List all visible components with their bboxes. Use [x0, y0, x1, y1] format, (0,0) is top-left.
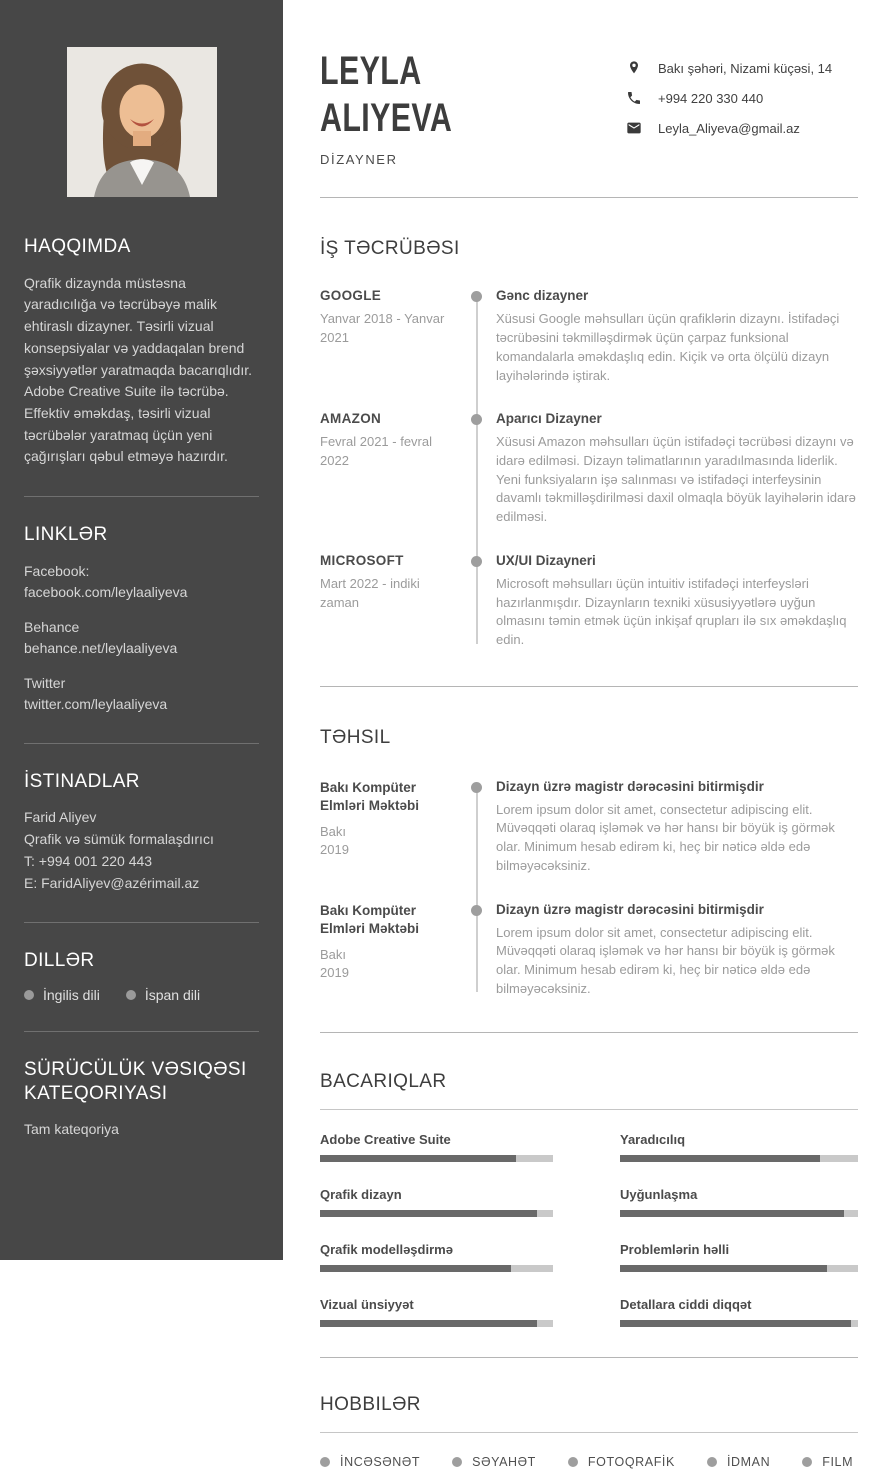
skill-bar-fill — [620, 1265, 827, 1272]
skill-label: Qrafik dizayn — [320, 1187, 402, 1203]
experience-title: İŞ TƏCRÜBƏSI — [320, 238, 460, 260]
experience-entry-microsoft — [320, 553, 858, 650]
skill-bar-track — [320, 1320, 553, 1327]
skill-label: Detallara ciddi diqqət — [620, 1297, 752, 1313]
skill-item — [320, 1242, 553, 1272]
job-title: DİZAYNER — [320, 152, 398, 168]
sidebar-divider — [24, 496, 259, 497]
about-title: HAQQIMDA — [24, 236, 131, 257]
link-label: Behance — [24, 618, 80, 635]
skill-item — [320, 1187, 553, 1217]
driving-license-section — [24, 1058, 259, 1141]
section-divider — [320, 197, 858, 198]
skill-label: Yaradıcılıq — [620, 1132, 686, 1148]
hobby-item — [802, 1455, 853, 1469]
job-role: Gənc dizayner — [496, 288, 589, 304]
contact-phone-text: +994 220 330 440 — [658, 90, 764, 106]
skill-item — [320, 1132, 553, 1162]
bullet-dot-icon — [802, 1457, 812, 1467]
languages-title: DILLƏR — [24, 950, 95, 972]
main-content — [283, 0, 894, 1469]
timeline-dot-icon — [471, 905, 482, 916]
skill-label: Adobe Creative Suite — [320, 1132, 451, 1148]
bullet-dot-icon — [707, 1457, 717, 1467]
company-name: GOOGLE — [320, 288, 382, 304]
bullet-dot-icon — [452, 1457, 462, 1467]
contact-email — [626, 120, 858, 136]
language-label: İngilis dili — [43, 986, 100, 1003]
section-divider — [320, 1357, 858, 1358]
facebook-link[interactable]: facebook.com/leylaaliyeva — [24, 583, 188, 600]
email-icon — [626, 120, 642, 136]
skill-item — [620, 1187, 858, 1217]
skill-bar-track — [320, 1210, 553, 1217]
driving-license-title: SÜRÜCÜLÜK VƏSIQƏSI KATEQORIYASI — [24, 1058, 247, 1104]
entry-left — [320, 779, 458, 876]
hobby-item — [452, 1455, 536, 1469]
degree-description: Lorem ipsum dolor sit amet, consectetur adipiscing elit. Müvəqqəti olaraq işləmək və hər hansı bir böyük iş görmək olar. Minimum hesab edirəm ki, heç bir nəticə əldə edə bilməyəcəksiniz. — [496, 801, 835, 873]
skill-bar-track — [620, 1265, 858, 1272]
company-name: MICROSOFT — [320, 552, 404, 568]
experience-entry-google — [320, 288, 858, 385]
entry-left — [320, 553, 458, 650]
entry-left — [320, 411, 458, 527]
school-name: Bakı Kompüter Elmləri Məktəbi — [320, 779, 420, 813]
link-label: Facebook: — [24, 562, 90, 579]
hobbies-title: HOBBILƏR — [320, 1394, 421, 1416]
entry-right — [496, 902, 858, 999]
hobbies-section — [320, 1394, 858, 1469]
skill-bar-fill — [620, 1210, 844, 1217]
entry-right — [496, 779, 858, 876]
contact-address-text: Bakı şəhəri, Nizami küçəsi, 14 — [658, 60, 833, 76]
skill-label: Vizual ünsiyyət — [320, 1297, 414, 1313]
skill-label: Uyğunlaşma — [620, 1187, 698, 1203]
entry-left — [320, 288, 458, 385]
links-section — [24, 523, 259, 715]
degree-title: Dizayn üzrə magistr dərəcəsini bitirmişdir — [496, 778, 764, 794]
skill-label: Problemlərin həlli — [620, 1242, 730, 1258]
skill-bar-fill — [320, 1320, 537, 1327]
skill-item — [320, 1297, 553, 1327]
about-text: Qrafik dizaynda müstəsna yaradıcılığa və təcrübəyə malik ehtiraslı dizayner. Təsirli vizual konsepsiyalar və yaddaqalan brend şəxsiyyətlər yaratmaqda bacarıqlıdır. Adobe Creative Suite ilə təcrübə. Effektiv əməkdaş, təsirli vizual təcrübələr yaratmaq üçün yeni çağırışları qəbul etməyə hazırdır. — [24, 274, 252, 465]
header — [320, 48, 858, 167]
skill-item — [620, 1132, 858, 1162]
timeline-dot-icon — [471, 556, 482, 567]
graduation-year: 2019 — [320, 965, 349, 981]
school-city: Bakı — [320, 824, 347, 840]
first-name: LEYLA — [320, 49, 422, 93]
twitter-link[interactable]: twitter.com/leylaaliyeva — [24, 695, 168, 712]
reference-name: Farid Aliyev — [24, 809, 97, 826]
sidebar-divider — [24, 743, 259, 744]
education-entry — [320, 779, 858, 876]
experience-entry-amazon — [320, 411, 858, 527]
entry-right — [496, 553, 858, 650]
skill-bar-fill — [320, 1155, 516, 1162]
school-name: Bakı Kompüter Elmləri Məktəbi — [320, 902, 420, 936]
location-pin-icon — [626, 60, 642, 76]
hobby-label: SƏYAHƏT — [472, 1455, 536, 1469]
phone-icon — [626, 90, 642, 106]
hobby-label: İDMAN — [726, 1455, 771, 1469]
employment-period: Fevral 2021 - fevral 2022 — [320, 434, 432, 469]
education-entry — [320, 902, 858, 999]
reference-role: Qrafik və sümük formalaşdırıcı — [24, 831, 214, 848]
degree-title: Dizayn üzrə magistr dərəcəsini bitirmişdir — [496, 901, 764, 917]
name-block — [320, 48, 494, 167]
section-divider — [320, 1032, 858, 1033]
hobby-item — [320, 1455, 420, 1469]
language-item — [126, 987, 200, 1003]
skill-bar-track — [620, 1210, 858, 1217]
education-title: TƏHSIL — [320, 726, 391, 748]
language-item — [24, 987, 100, 1003]
hobbies-list — [320, 1455, 858, 1469]
bullet-dot-icon — [568, 1457, 578, 1467]
skill-bar-track — [620, 1320, 858, 1327]
bullet-dot-icon — [126, 990, 136, 1000]
skill-bar-fill — [620, 1155, 820, 1162]
language-label: İspan dili — [144, 986, 201, 1003]
section-divider — [320, 686, 858, 687]
skill-bar-fill — [620, 1320, 851, 1327]
employment-period: Mart 2022 - indiki zaman — [320, 575, 420, 610]
contact-address — [626, 60, 858, 76]
profile-photo — [67, 47, 217, 197]
skill-bar-fill — [320, 1210, 537, 1217]
school-city: Bakı — [320, 947, 347, 963]
job-role: Aparıcı Dizayner — [496, 411, 602, 427]
skills-grid — [320, 1132, 858, 1327]
contacts-block — [626, 60, 858, 150]
reference-phone: T: +994 001 220 443 — [24, 852, 153, 869]
entry-right — [496, 411, 858, 527]
references-section — [24, 770, 259, 895]
hobby-item — [707, 1455, 770, 1469]
job-role: UX/UI Dizayneri — [496, 552, 596, 568]
skill-bar-fill — [320, 1265, 511, 1272]
contact-phone — [626, 90, 858, 106]
hobby-label: FOTOQRAFİK — [587, 1455, 675, 1469]
references-title: İSTINADLAR — [24, 770, 140, 792]
hobby-label: FILM — [822, 1455, 854, 1469]
experience-timeline — [320, 288, 858, 649]
skill-item — [620, 1297, 858, 1327]
sidebar-divider — [24, 922, 259, 923]
behance-link[interactable]: behance.net/leylaaliyeva — [24, 639, 178, 656]
entry-right — [496, 288, 858, 385]
profile-photo-illustration — [67, 47, 217, 197]
link-item-facebook — [24, 561, 259, 603]
skills-divider — [320, 1109, 858, 1110]
skills-section — [320, 1071, 858, 1327]
skill-item — [620, 1242, 858, 1272]
experience-section — [320, 238, 858, 649]
education-timeline — [320, 779, 858, 999]
degree-description: Lorem ipsum dolor sit amet, consectetur adipiscing elit. Müvəqqəti olaraq işləmək və hər hansı bir böyük iş görmək olar. Minimum hesab edirəm ki, heç bir nəticə əldə edə bilməyəcəksiniz. — [496, 924, 835, 996]
job-description: Microsoft məhsulları üçün intuitiv istifadəçi interfeysləri hazırlanmışdır. Dizaynların texniki xüsusiyyətlərə uyğun olmasını təmin etmək üçün inkişaf qrupları ilə sıx əməkdaşlıq edin. — [496, 575, 847, 647]
hobbies-divider — [320, 1432, 858, 1433]
languages-section — [24, 949, 259, 1003]
skills-title: BACARIQLAR — [320, 1071, 447, 1093]
skill-bar-track — [620, 1155, 858, 1162]
link-item-behance — [24, 617, 259, 659]
skill-bar-track — [320, 1155, 553, 1162]
sidebar-divider — [24, 1031, 259, 1032]
links-title: LINKLƏR — [24, 523, 108, 545]
employment-period: Yanvar 2018 - Yanvar 2021 — [320, 311, 445, 346]
driving-license-value: Tam kateqoriya — [24, 1121, 119, 1138]
link-item-twitter — [24, 673, 259, 715]
last-name: ALIYEVA — [320, 96, 453, 141]
timeline-dot-icon — [471, 782, 482, 793]
skill-label: Qrafik modelləşdirmə — [320, 1242, 453, 1258]
contact-email-text[interactable]: Leyla_Aliyeva@gmail.az — [658, 120, 800, 136]
about-section — [24, 235, 259, 468]
sidebar — [0, 0, 283, 1260]
job-description: Xüsusi Amazon məhsulları üçün istifadəçi təcrübəsi dizaynı və idarə edilməsi. Dizayn təlimatlarının yaradılmasında liderlik. Yeni funksiyaların işə salınması və istifadəçi interfeysinin davamlı təkmilləşdirilməsi daxil olmaqla böyük layihələrin idarə edilməsi. — [496, 434, 856, 525]
job-description: Xüsusi Google məhsulları üçün qrafiklərin dizaynı. İstifadəçi təcrübəsini təkmilləşdirmək üçün çarpaz funksional komandalarla əməkdaşlıq edin. Kiçik və orta ölçülü dizayn layihələrində iştirak. — [496, 311, 840, 383]
entry-left — [320, 902, 458, 999]
hobby-label: İNCƏSƏNƏT — [340, 1455, 421, 1469]
bullet-dot-icon — [320, 1457, 330, 1467]
graduation-year: 2019 — [320, 842, 349, 858]
hobby-item — [568, 1455, 675, 1469]
languages-list — [24, 987, 259, 1003]
link-label: Twitter — [24, 674, 66, 691]
company-name: AMAZON — [320, 411, 382, 427]
reference-email[interactable]: E: FaridAliyev@azérimail.az — [24, 874, 200, 891]
education-section — [320, 727, 858, 999]
skill-bar-track — [320, 1265, 553, 1272]
bullet-dot-icon — [24, 990, 34, 1000]
